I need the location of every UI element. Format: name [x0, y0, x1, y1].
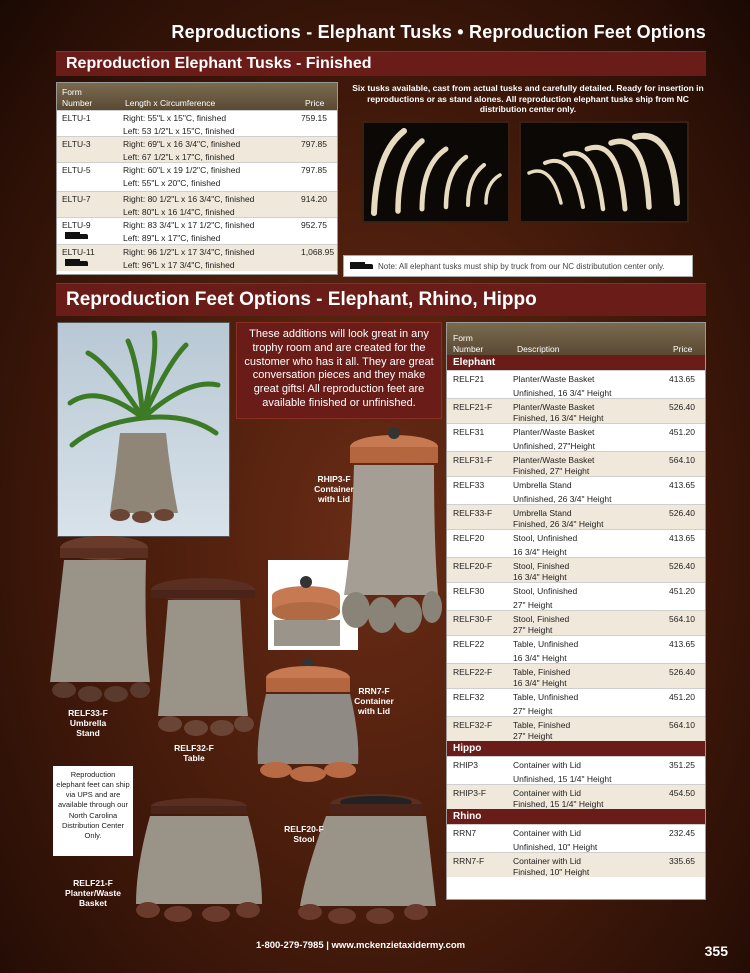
col-number: Number — [62, 98, 93, 108]
table-cell: Planter/Waste Basket — [513, 402, 595, 412]
table-row — [447, 582, 705, 610]
table-cell: Stool, Unfinished — [513, 586, 578, 596]
table-cell: 1,068.95 — [301, 247, 335, 257]
table-cell: RELF21 — [453, 374, 485, 384]
table-cell: Left: 89"L x 17"C, finished — [123, 233, 221, 243]
table-cell: RELF20-F — [453, 561, 493, 571]
table-cell: RELF33-F — [453, 508, 493, 518]
table-cell: 451.20 — [669, 427, 695, 437]
feet-description: These additions will look great in any trophy room and are created for the customer who has it all. They are great conversation pieces and they make great gifts! All reproduction feet are available finished or unfinished. — [236, 322, 442, 419]
table-cell: ELTU-3 — [62, 139, 91, 149]
rrn7-f-photo — [252, 656, 364, 786]
relf32-f-photo — [148, 576, 258, 740]
table-row — [447, 610, 705, 635]
label-relf21-f: RELF21-F Planter/Waste Basket — [65, 878, 121, 909]
table-cell: RELF31-F — [453, 455, 493, 465]
table-cell: Umbrella Stand — [513, 508, 572, 518]
table-row — [447, 504, 705, 529]
table-cell: 232.45 — [669, 828, 695, 838]
page-title: Reproductions - Elephant Tusks • Reproduction Feet Options — [171, 22, 706, 42]
table-cell: 27" Height — [513, 625, 553, 635]
tusks-section-title: Reproduction Elephant Tusks - Finished — [56, 51, 706, 76]
table-cell: Stool, Unfinished — [513, 533, 578, 543]
table-cell: Planter/Waste Basket — [513, 427, 595, 437]
table-row — [447, 529, 705, 557]
table-cell: RELF22-F — [453, 667, 493, 677]
table-row — [57, 110, 337, 136]
col-number: Number — [453, 344, 484, 354]
table-cell: Umbrella Stand — [513, 480, 572, 490]
table-cell: Table, Unfinished — [513, 692, 579, 702]
table-cell: Right: 55"L x 15"C, finished — [123, 113, 227, 123]
table-cell: Table, Unfinished — [513, 639, 579, 649]
relf21-f-photo — [132, 796, 266, 926]
table-cell: Finished, 15 1/4" Height — [513, 799, 604, 809]
table-cell: RHIP3 — [453, 760, 479, 770]
table-cell: Container with Lid — [513, 788, 582, 798]
table-cell: Stool, Finished — [513, 561, 570, 571]
table-cell: RELF32 — [453, 692, 485, 702]
label-rrn7-f: RRN7-F Container with Lid — [354, 686, 394, 717]
table-cell: Container with Lid — [513, 856, 582, 866]
table-cell: 564.10 — [669, 614, 695, 624]
table-cell: RELF33 — [453, 480, 485, 490]
table-cell: RELF22 — [453, 639, 485, 649]
table-cell: 16 3/4" Height — [513, 572, 567, 582]
table-cell: Unfinished, 15 1/4" Height — [513, 774, 612, 784]
table-cell: RELF31 — [453, 427, 485, 437]
truck-icon — [350, 262, 374, 271]
tusks-rows — [57, 110, 337, 271]
table-cell: 27" Height — [513, 600, 553, 610]
table-cell: 454.50 — [669, 788, 695, 798]
table-cell: 564.10 — [669, 720, 695, 730]
table-cell: Left: 55"L x 20"C, finished — [123, 178, 221, 188]
table-cell: 351.25 — [669, 760, 695, 770]
table-row — [447, 852, 705, 877]
col-price: Price — [673, 344, 693, 354]
table-cell: 526.40 — [669, 561, 695, 571]
table-cell: Unfinished, 10" Height — [513, 842, 598, 852]
table-cell: Unfinished, 16 3/4" Height — [513, 388, 612, 398]
feet-rows — [447, 355, 705, 877]
tusks-table-header — [57, 83, 337, 110]
table-cell: RELF32-F — [453, 720, 493, 730]
table-cell: Right: 80 1/2"L x 16 3/4"C, finished — [123, 194, 255, 204]
table-cell: 526.40 — [669, 508, 695, 518]
label-rhip3-f: RHIP3-F Container with Lid — [314, 474, 354, 505]
table-cell: 413.65 — [669, 480, 695, 490]
label-relf33-f: RELF33-F Umbrella Stand — [68, 708, 108, 739]
table-row — [447, 663, 705, 688]
table-row — [57, 191, 337, 217]
label-relf32-f: RELF32-F Table — [174, 743, 214, 764]
col-length: Length x Circumference — [125, 98, 216, 108]
table-cell: RELF21-F — [453, 402, 493, 412]
table-row — [447, 370, 705, 398]
label-relf20-f: RELF20-F Stool — [284, 824, 324, 845]
table-row — [447, 716, 705, 741]
table-cell: 451.20 — [669, 586, 695, 596]
table-cell: Container with Lid — [513, 760, 582, 770]
table-cell: 16 3/4" Height — [513, 547, 567, 557]
tusks-truck-note: Note: All elephant tusks must ship by truck from our NC distributution center only. — [343, 255, 693, 277]
table-row — [447, 398, 705, 423]
truck-icon — [65, 259, 89, 268]
table-cell: Finished, 16 3/4" Height — [513, 413, 604, 423]
table-cell: 16 3/4" Height — [513, 678, 567, 688]
planter-photo — [57, 322, 230, 537]
table-cell: Finished, 10" Height — [513, 867, 590, 877]
table-cell: Stool, Finished — [513, 614, 570, 624]
feet-section-title: Reproduction Feet Options - Elephant, Rhino, Hippo — [56, 283, 706, 316]
truck-icon — [65, 232, 89, 241]
table-row — [57, 244, 337, 271]
feet-table — [446, 322, 706, 900]
section-header: Hippo — [447, 741, 705, 756]
table-cell: 797.85 — [301, 165, 327, 175]
table-cell: Left: 96"L x 17 3/4"C, finished — [123, 260, 235, 270]
table-cell: Left: 53 1/2"L x 15"C, finished — [123, 126, 235, 136]
page-number: 355 — [704, 943, 728, 959]
table-cell: Container with Lid — [513, 828, 582, 838]
rhip3-f-photo — [338, 425, 442, 635]
table-cell: Unfinished, 26 3/4" Height — [513, 494, 612, 504]
table-cell: 759.15 — [301, 113, 327, 123]
table-cell: Right: 60"L x 19 1/2"C, finished — [123, 165, 241, 175]
table-cell: 526.40 — [669, 402, 695, 412]
col-form: Form — [453, 333, 473, 343]
table-cell: 413.65 — [669, 374, 695, 384]
table-cell: 952.75 — [301, 220, 327, 230]
table-cell: RRN7 — [453, 828, 477, 838]
table-row — [57, 136, 337, 162]
table-row — [57, 162, 337, 191]
table-cell: Finished, 26 3/4" Height — [513, 519, 604, 529]
table-cell: 413.65 — [669, 639, 695, 649]
table-cell: ELTU-7 — [62, 194, 91, 204]
col-price: Price — [305, 98, 325, 108]
table-cell: RELF20 — [453, 533, 485, 543]
table-cell: Right: 96 1/2"L x 17 3/4"C, finished — [123, 247, 255, 257]
table-cell: Right: 69"L x 16 3/4"C, finished — [123, 139, 241, 149]
table-row — [57, 217, 337, 244]
table-cell: ELTU-9 — [62, 220, 91, 230]
table-cell: RELF30-F — [453, 614, 493, 624]
ups-note: Reproduction elephant feet can ship via UPS and are available through our North Carolina Distribution Center Only. — [53, 766, 133, 856]
table-row — [447, 451, 705, 476]
table-cell: 451.20 — [669, 692, 695, 702]
table-cell: 27" Height — [513, 706, 553, 716]
table-cell: 564.10 — [669, 455, 695, 465]
table-row — [447, 784, 705, 809]
table-row — [447, 635, 705, 663]
table-cell: 413.65 — [669, 533, 695, 543]
table-cell: 526.40 — [669, 667, 695, 677]
relf20-f-photo — [296, 790, 438, 926]
table-row — [447, 476, 705, 504]
table-cell: RRN7-F — [453, 856, 485, 866]
table-cell: Table, Finished — [513, 667, 571, 677]
feet-table-header — [447, 323, 705, 355]
table-cell: Planter/Waste Basket — [513, 455, 595, 465]
table-cell: 914.20 — [301, 194, 327, 204]
table-cell: Left: 67 1/2"L x 17"C, finished — [123, 152, 235, 162]
table-cell: Unfinished, 27"Height — [513, 441, 595, 451]
tusks-description: Six tusks available, cast from actual tusks and carefully detailed. Ready for insertion in reproductions or as stand alones. All reproduction elephant tusks ship from NC distribution center only. — [352, 83, 704, 115]
table-cell: 335.65 — [669, 856, 695, 866]
table-cell: 27" Height — [513, 731, 553, 741]
table-cell: ELTU-11 — [62, 247, 95, 257]
tusks-photo-right — [519, 121, 689, 223]
col-form: Form — [62, 87, 82, 97]
relf33-f-photo — [46, 532, 154, 704]
table-cell: 16 3/4" Height — [513, 653, 567, 663]
table-row — [447, 423, 705, 451]
table-row — [447, 756, 705, 784]
table-cell: RELF30 — [453, 586, 485, 596]
table-cell: ELTU-5 — [62, 165, 91, 175]
table-cell: ELTU-1 — [62, 113, 91, 123]
section-header: Rhino — [447, 809, 705, 824]
table-row — [447, 824, 705, 852]
footer-contact: 1-800-279-7985 | www.mckenzietaxidermy.com — [256, 940, 466, 951]
tusks-table — [56, 82, 338, 275]
tusks-photo-left — [362, 121, 510, 223]
table-cell: RHIP3-F — [453, 788, 487, 798]
table-cell: Left: 80"L x 16 1/4"C, finished — [123, 207, 235, 217]
table-row — [447, 688, 705, 716]
table-row — [447, 557, 705, 582]
table-cell: 797.85 — [301, 139, 327, 149]
table-cell: Right: 83 3/4"L x 17 1/2"C, finished — [123, 220, 255, 230]
col-description: Description — [517, 344, 560, 354]
section-header: Elephant — [447, 355, 705, 370]
table-cell: Table, Finished — [513, 720, 571, 730]
table-cell: Finished, 27" Height — [513, 466, 590, 476]
table-cell: Planter/Waste Basket — [513, 374, 595, 384]
